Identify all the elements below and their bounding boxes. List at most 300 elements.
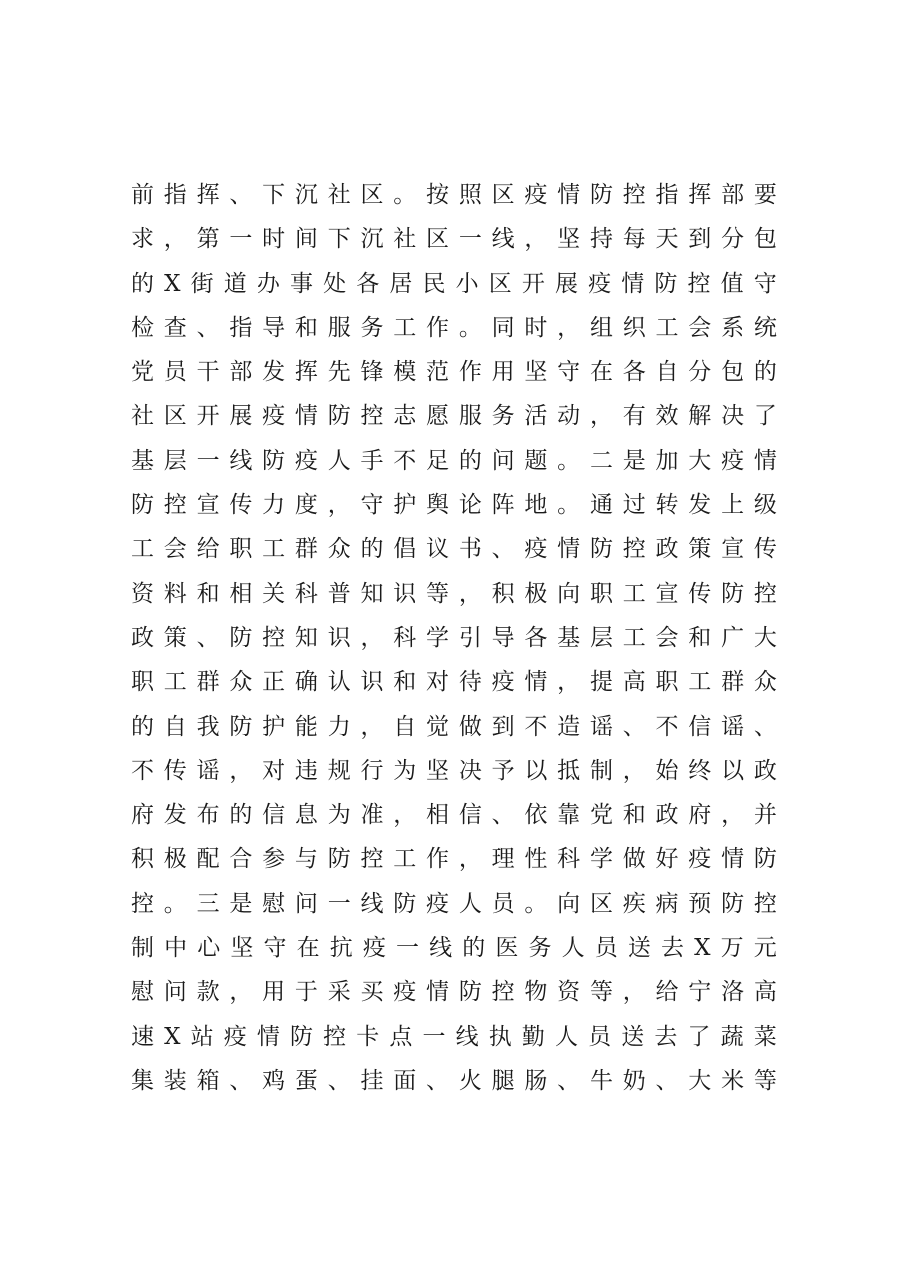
text-char: 是 <box>622 447 646 474</box>
text-char: 识 <box>360 669 384 696</box>
text-char: 街 <box>190 270 214 297</box>
text-char: 策 <box>163 624 187 651</box>
text-line <box>131 882 777 926</box>
text-char: 传 <box>688 580 712 607</box>
text-char: 坚 <box>230 935 254 962</box>
text-char: 和 <box>196 580 220 607</box>
text-char: 照 <box>458 182 482 208</box>
text-char: 论 <box>458 492 482 519</box>
text-char: 谣 <box>196 757 220 784</box>
text-char: 党 <box>131 359 154 386</box>
text-char: 分 <box>721 226 745 253</box>
text-line <box>131 262 777 306</box>
text-char: 线 <box>229 447 253 474</box>
text-char: 基 <box>557 624 581 651</box>
text-char: 线 <box>491 226 515 253</box>
text-char: 疫 <box>294 447 318 474</box>
text-char: 指 <box>655 182 679 208</box>
text-char: 先 <box>327 359 351 386</box>
text-char: 米 <box>721 1067 745 1094</box>
text-char: 天 <box>655 226 679 253</box>
text-char: 了 <box>687 1023 711 1050</box>
text-char: 疫 <box>491 669 515 696</box>
text-char: 情 <box>426 979 450 1006</box>
text-char: 对 <box>262 757 286 784</box>
text-char: 社 <box>393 226 417 253</box>
text-char: 层 <box>163 447 187 474</box>
text-char: 护 <box>393 492 417 519</box>
text-char: 预 <box>688 890 712 917</box>
text-char: 导 <box>262 314 286 341</box>
text-char: 层 <box>589 624 613 651</box>
text-char: 腿 <box>491 1067 515 1094</box>
text-char: 去 <box>654 1023 678 1050</box>
text-char: 积 <box>131 846 154 873</box>
text-char: 信 <box>688 713 712 740</box>
text-char: 传 <box>163 757 187 784</box>
text-char: 挂 <box>360 1067 384 1094</box>
text-char: 的 <box>753 359 777 386</box>
text-char: 行 <box>360 757 384 784</box>
text-char: 舆 <box>426 492 450 519</box>
text-char: ， <box>360 624 384 651</box>
text-char: 阵 <box>491 492 515 519</box>
text-char: 挥 <box>294 359 318 386</box>
text-char: 防 <box>131 492 154 519</box>
text-char: 用 <box>262 979 286 1006</box>
text-char: 职 <box>131 669 154 696</box>
text-char: 相 <box>229 580 253 607</box>
text-char: 手 <box>360 447 384 474</box>
text-char: 待 <box>458 669 482 696</box>
text-char: 知 <box>360 580 384 607</box>
text-char: 第 <box>196 226 220 253</box>
text-char: 蛋 <box>294 1067 318 1094</box>
text-char: 元 <box>753 935 777 962</box>
text-char: 防 <box>721 580 745 607</box>
text-char: 沉 <box>360 226 384 253</box>
text-char: 到 <box>688 226 712 253</box>
text-char: 党 <box>589 802 613 829</box>
text-line <box>131 306 777 350</box>
text-char: 组 <box>589 314 613 341</box>
text-char: 是 <box>229 890 253 917</box>
text-char: 防 <box>262 447 286 474</box>
text-char: 坚 <box>524 359 548 386</box>
text-char: ， <box>229 757 253 784</box>
text-char: 制 <box>131 935 154 962</box>
text-char: 装 <box>163 1067 187 1094</box>
text-line <box>131 837 777 881</box>
text-line <box>131 483 777 527</box>
text-char: 部 <box>229 359 253 386</box>
text-char: 点 <box>389 1023 413 1050</box>
text-char: 民 <box>422 270 446 297</box>
text-char: 控 <box>491 979 515 1006</box>
text-char: 控 <box>622 536 646 563</box>
text-char: 极 <box>163 846 187 873</box>
text-char: 作 <box>458 359 482 386</box>
text-char: 配 <box>196 846 220 873</box>
text-char: 大 <box>688 1067 712 1094</box>
text-char: 信 <box>458 802 482 829</box>
text-char: 等 <box>426 580 450 607</box>
text-char: 箱 <box>196 1067 220 1094</box>
text-char: 疫 <box>362 935 386 962</box>
text-char: 。 <box>557 447 581 474</box>
text-char: 能 <box>294 713 318 740</box>
text-char: 关 <box>262 580 286 607</box>
text-char: 决 <box>458 757 482 784</box>
text-char: 政 <box>753 757 777 784</box>
text-char: ， <box>589 403 613 430</box>
text-char: 规 <box>327 757 351 784</box>
text-line <box>131 970 777 1014</box>
text-char: 务 <box>360 314 384 341</box>
text-char: 转 <box>655 492 679 519</box>
text-char: 宣 <box>196 492 220 519</box>
text-char: 小 <box>455 270 479 297</box>
text-char: 广 <box>721 624 745 651</box>
text-char: 群 <box>196 669 220 696</box>
text-char: 等 <box>753 1067 777 1094</box>
text-char: 防 <box>589 182 613 208</box>
text-char: 范 <box>426 359 450 386</box>
text-char: 开 <box>196 403 220 430</box>
text-line <box>131 705 777 749</box>
text-char: 下 <box>327 226 351 253</box>
text-char: 的 <box>229 802 253 829</box>
text-char: 控 <box>262 624 286 651</box>
text-char: 坚 <box>426 757 450 784</box>
text-char: 宣 <box>655 580 679 607</box>
text-line <box>131 394 777 438</box>
text-char: 持 <box>589 226 613 253</box>
text-char: 区 <box>426 226 450 253</box>
text-char: 自 <box>163 713 187 740</box>
text-char: 学 <box>426 624 450 651</box>
text-char: 慰 <box>262 890 286 917</box>
text-char: 布 <box>196 802 220 829</box>
text-char: 控 <box>622 182 646 208</box>
text-char: 洛 <box>721 979 745 1006</box>
text-char: 和 <box>622 802 646 829</box>
text-char: 各 <box>524 624 548 651</box>
text-char: 控 <box>163 492 187 519</box>
text-char: ， <box>360 713 384 740</box>
text-char: 群 <box>721 669 745 696</box>
text-char: 识 <box>393 580 417 607</box>
text-char: 员 <box>491 890 515 917</box>
text-line <box>131 527 777 571</box>
text-char: 款 <box>196 979 220 1006</box>
text-line <box>131 439 777 483</box>
text-char: 部 <box>721 182 745 208</box>
text-char: 防 <box>393 890 417 917</box>
text-char: 通 <box>589 492 613 519</box>
text-char: 工 <box>688 669 712 696</box>
text-char: 在 <box>296 935 320 962</box>
text-char: 按 <box>426 182 450 208</box>
text-char: 处 <box>323 270 347 297</box>
text-char: 资 <box>131 580 154 607</box>
text-char: 采 <box>327 979 351 1006</box>
text-char: 极 <box>524 580 548 607</box>
text-char: 挥 <box>688 182 712 208</box>
text-char: 下 <box>262 182 286 208</box>
text-line <box>131 793 777 837</box>
text-line <box>131 660 777 704</box>
text-char: 造 <box>557 713 581 740</box>
text-char: 普 <box>327 580 351 607</box>
text-char: 情 <box>721 846 745 873</box>
text-char: 的 <box>462 935 486 962</box>
text-char: 服 <box>327 314 351 341</box>
text-char: 模 <box>393 359 417 386</box>
text-char: 守 <box>753 270 777 297</box>
text-char: 引 <box>458 624 482 651</box>
text-char: 发 <box>163 802 187 829</box>
text-char: 疫 <box>393 979 417 1006</box>
text-char: 高 <box>753 979 777 1006</box>
text-char: 鸡 <box>262 1067 286 1094</box>
text-char: 控 <box>131 890 154 917</box>
text-char: 慰 <box>131 979 154 1006</box>
text-char: 策 <box>688 536 712 563</box>
text-char: 学 <box>589 846 613 873</box>
text-char: 社 <box>327 182 351 208</box>
text-char: ， <box>524 226 548 253</box>
text-char: 志 <box>393 403 417 430</box>
text-char: ， <box>163 226 187 253</box>
text-char: 控 <box>360 846 384 873</box>
text-char: 积 <box>491 580 515 607</box>
text-char: 和 <box>688 624 712 651</box>
text-char: 情 <box>753 447 777 474</box>
text-char: 科 <box>393 624 417 651</box>
text-char: 、 <box>753 713 777 740</box>
text-char: 每 <box>622 226 646 253</box>
text-char: 过 <box>622 492 646 519</box>
text-char: 守 <box>557 359 581 386</box>
text-char: 二 <box>589 447 613 474</box>
text-char: 。 <box>163 890 187 917</box>
text-char: 人 <box>327 447 351 474</box>
text-char: 府 <box>688 802 712 829</box>
text-char: 工 <box>622 624 646 651</box>
text-char: 开 <box>521 270 545 297</box>
text-char: 防 <box>753 846 777 873</box>
text-char: 员 <box>594 935 618 962</box>
text-char: 会 <box>163 536 187 563</box>
text-char: 靠 <box>557 802 581 829</box>
text-char: 给 <box>655 979 679 1006</box>
text-char: 挥 <box>196 182 220 208</box>
text-char: 给 <box>196 536 220 563</box>
text-line <box>131 926 777 970</box>
text-char: 传 <box>229 492 253 519</box>
text-char: 始 <box>655 757 679 784</box>
text-char: 不 <box>393 447 417 474</box>
text-line <box>131 217 777 261</box>
text-char: 一 <box>396 935 419 962</box>
text-char: ， <box>557 314 581 341</box>
text-char: 确 <box>294 669 318 696</box>
text-char: 众 <box>753 669 777 696</box>
text-char: 工 <box>131 536 154 563</box>
text-char: 情 <box>256 1023 280 1050</box>
text-char: 包 <box>753 226 777 253</box>
text-char: X <box>164 270 181 297</box>
text-char: 为 <box>327 802 351 829</box>
text-char: 、 <box>491 536 515 563</box>
text-char: 买 <box>360 979 384 1006</box>
text-char: 职 <box>229 536 253 563</box>
text-char: 防 <box>327 403 351 430</box>
text-char: 同 <box>491 314 515 341</box>
text-char: 工 <box>393 314 417 341</box>
text-char: 基 <box>131 447 154 474</box>
text-char: 面 <box>393 1067 417 1094</box>
text-char: 前 <box>131 182 154 208</box>
text-line <box>131 616 777 660</box>
text-char: 以 <box>524 757 548 784</box>
text-char: 防 <box>654 270 678 297</box>
text-char: ， <box>229 979 253 1006</box>
text-char: 、 <box>196 314 220 341</box>
body-paragraph <box>131 173 777 1103</box>
text-char: 卡 <box>356 1023 380 1050</box>
text-char: 蔬 <box>720 1023 744 1050</box>
text-char: 时 <box>524 314 548 341</box>
text-char: 足 <box>426 447 450 474</box>
text-char: 情 <box>557 536 581 563</box>
text-char: 站 <box>190 1023 214 1050</box>
text-char: 予 <box>491 757 515 784</box>
text-char: 为 <box>393 757 417 784</box>
text-char: 效 <box>655 403 679 430</box>
text-char: 疫 <box>223 1023 247 1050</box>
text-char: 线 <box>429 935 453 962</box>
text-char: 展 <box>229 403 253 430</box>
text-char: 控 <box>687 270 711 297</box>
text-char: 问 <box>491 447 515 474</box>
text-char: 人 <box>458 890 482 917</box>
text-char: 去 <box>661 935 684 962</box>
text-char: 传 <box>753 536 777 563</box>
text-char: 医 <box>495 935 519 962</box>
text-char: 牛 <box>589 1067 613 1094</box>
text-char: 火 <box>458 1067 482 1094</box>
text-char: 值 <box>720 270 744 297</box>
text-char: 一 <box>229 226 253 253</box>
text-char: 谣 <box>721 713 745 740</box>
text-char: 检 <box>131 314 154 341</box>
text-char: 自 <box>655 359 679 386</box>
text-char: 抵 <box>557 757 581 784</box>
text-char: 政 <box>131 624 154 651</box>
text-char: 一 <box>422 1023 446 1050</box>
text-char: 到 <box>491 713 515 740</box>
text-char: 坚 <box>557 226 581 253</box>
text-char: 料 <box>163 580 187 607</box>
text-char: 各 <box>622 359 646 386</box>
text-char: 与 <box>294 846 318 873</box>
text-char: 防 <box>229 713 253 740</box>
text-char: 一 <box>196 447 220 474</box>
text-char: 干 <box>196 359 220 386</box>
text-char: 线 <box>360 890 384 917</box>
text-char: 力 <box>262 492 286 519</box>
text-char: 线 <box>455 1023 479 1050</box>
text-char: 务 <box>528 935 552 962</box>
text-char: 政 <box>655 802 679 829</box>
text-char: 科 <box>294 580 318 607</box>
text-char: 防 <box>327 846 351 873</box>
text-char: 疫 <box>426 890 450 917</box>
text-char: 间 <box>294 226 318 253</box>
text-char: 疫 <box>688 846 712 873</box>
text-char: 工 <box>393 846 417 873</box>
text-char: 问 <box>294 890 318 917</box>
text-char: 相 <box>426 802 450 829</box>
text-char: 工 <box>262 536 286 563</box>
text-char: 众 <box>327 536 351 563</box>
text-char: 好 <box>655 846 679 873</box>
text-char: 和 <box>393 669 417 696</box>
text-char: 、 <box>622 713 646 740</box>
text-char: 科 <box>557 846 581 873</box>
text-char: 准 <box>360 802 384 829</box>
text-char: 疫 <box>524 536 548 563</box>
text-char: 度 <box>294 492 318 519</box>
text-char: 在 <box>589 359 613 386</box>
text-char: 对 <box>426 669 450 696</box>
text-char: 展 <box>555 270 578 297</box>
text-char: 导 <box>491 624 515 651</box>
text-char: 向 <box>557 890 581 917</box>
text-line <box>131 1015 777 1059</box>
text-char: 。 <box>524 890 548 917</box>
text-char: 疫 <box>721 447 745 474</box>
text-char: 活 <box>524 403 548 430</box>
text-char: 防 <box>589 536 613 563</box>
text-char: ， <box>721 802 745 829</box>
text-char: 工 <box>655 314 679 341</box>
text-char: 地 <box>524 492 548 519</box>
text-char: 病 <box>655 890 679 917</box>
text-char: ， <box>393 802 417 829</box>
text-char: 、 <box>557 1067 581 1094</box>
text-char: 情 <box>557 182 581 208</box>
text-char: 指 <box>163 182 187 208</box>
text-char: 以 <box>721 757 745 784</box>
text-char: 发 <box>688 492 712 519</box>
text-char: 的 <box>131 270 154 297</box>
text-char: 勤 <box>521 1023 545 1050</box>
text-char: 一 <box>458 226 482 253</box>
text-char: 事 <box>290 270 313 297</box>
text-char: 执 <box>488 1023 512 1050</box>
text-char: 上 <box>721 492 745 519</box>
text-char: 、 <box>491 802 515 829</box>
text-char: 、 <box>196 624 220 651</box>
text-char: 查 <box>163 314 187 341</box>
text-char: 区 <box>163 403 187 430</box>
text-char: 宣 <box>721 536 745 563</box>
text-char: 控 <box>323 1023 347 1050</box>
text-char: 。 <box>557 492 581 519</box>
